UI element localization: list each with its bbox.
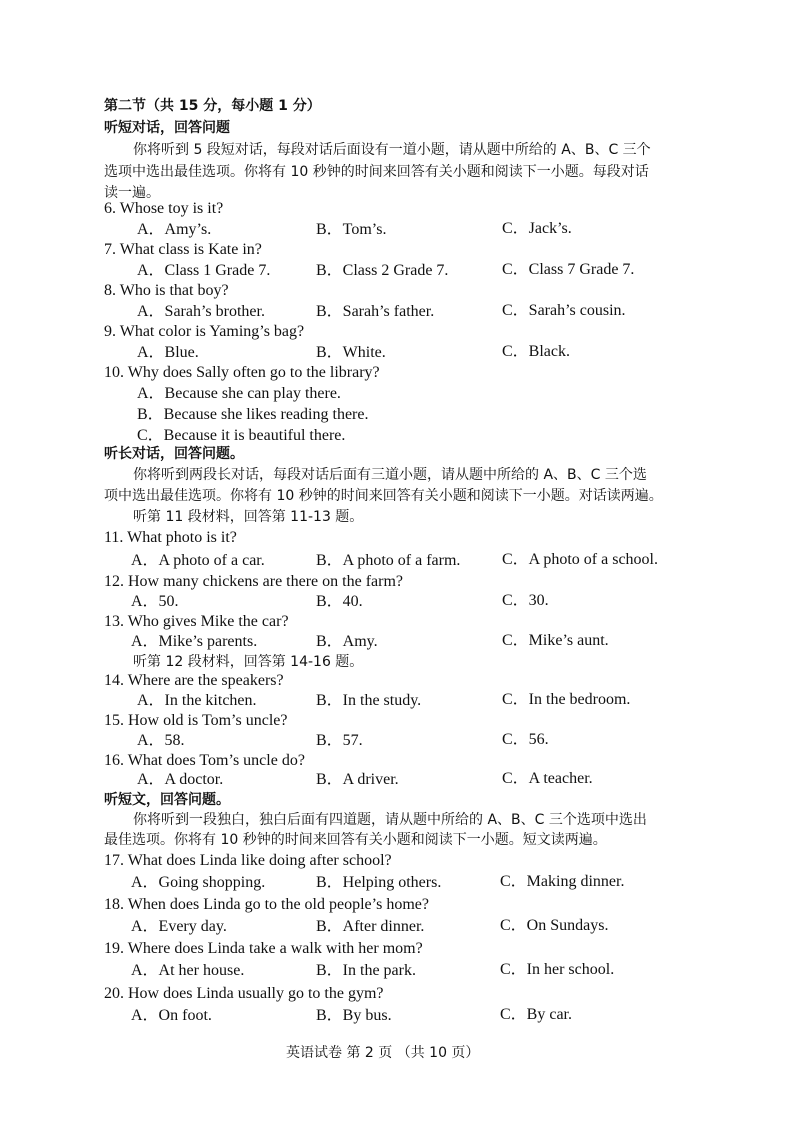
question-12-option-c[interactable]: C．30. (502, 592, 549, 609)
part2-instruction: 你将听到两段长对话，每段对话后面有三道小题，请从题中所给的 A、B、C 三个选 (133, 467, 647, 483)
question-11-option-b[interactable]: B．A photo of a farm. (316, 552, 461, 569)
part1-instruction: 你将听到 5 段短对话，每段对话后面设有一道小题，请从题中所给的 A、B、C 三个 (133, 142, 651, 158)
question-14-option-a[interactable]: A．In the kitchen. (137, 692, 257, 709)
question-6-option-c[interactable]: C．Jack’s. (502, 220, 572, 237)
question-18-option-b[interactable]: B．After dinner. (316, 918, 425, 935)
question-20-option-a[interactable]: A．On foot. (131, 1007, 212, 1024)
question-11-stem: 11. What photo is it? (104, 529, 237, 546)
question-18-stem: 18. When does Linda go to the old people’s home? (104, 896, 429, 913)
question-15-option-c[interactable]: C．56. (502, 731, 549, 748)
question-6-option-b[interactable]: B．Tom’s. (316, 221, 387, 238)
question-6-option-a[interactable]: A．Amy’s. (137, 221, 212, 238)
question-15-option-a[interactable]: A．58. (137, 732, 185, 749)
part1-heading: 听短对话，回答问题 (104, 120, 230, 136)
question-16-option-a[interactable]: A．A doctor. (137, 771, 224, 788)
part3-instruction: 最佳选项。你将有 10 秒钟的时间来回答有关小题和阅读下一小题。短文读两遍。 (104, 832, 607, 848)
question-9-option-b[interactable]: B．White. (316, 344, 386, 361)
part1-instruction: 选项中选出最佳选项。你将有 10 秒钟的时间来回答有关小题和阅读下一小题。每段对话 (104, 164, 649, 180)
question-16-option-c[interactable]: C．A teacher. (502, 770, 593, 787)
question-19-option-a[interactable]: A．At her house. (131, 962, 245, 979)
question-18-option-a[interactable]: A．Every day. (131, 918, 227, 935)
part2-instruction: 项中选出最佳选项。你将有 10 秒钟的时间来回答有关小题和阅读下一小题。对话读两遍。 (104, 488, 663, 504)
question-17-option-a[interactable]: A．Going shopping. (131, 874, 266, 891)
question-13-stem: 13. Who gives Mike the car? (104, 613, 289, 630)
question-12-option-b[interactable]: B．40. (316, 593, 363, 610)
question-20-stem: 20. How does Linda usually go to the gym? (104, 985, 384, 1002)
question-17-option-c[interactable]: C．Making dinner. (500, 873, 625, 890)
question-8-option-b[interactable]: B．Sarah’s father. (316, 303, 435, 320)
question-13-option-a[interactable]: A．Mike’s parents. (131, 633, 258, 650)
question-16-stem: 16. What does Tom’s uncle do? (104, 752, 305, 769)
part2-heading: 听长对话，回答问题。 (104, 446, 244, 462)
question-11-option-c[interactable]: C．A photo of a school. (502, 551, 658, 568)
question-19-option-b[interactable]: B．In the park. (316, 962, 416, 979)
question-10-option-b[interactable]: B．Because she likes reading there. (137, 406, 369, 423)
question-13-option-c[interactable]: C．Mike’s aunt. (502, 632, 609, 649)
question-20-option-c[interactable]: C．By car. (500, 1006, 572, 1023)
question-7-option-c[interactable]: C．Class 7 Grade 7. (502, 261, 635, 278)
question-13-option-b[interactable]: B．Amy. (316, 633, 378, 650)
question-14-option-c[interactable]: C．In the bedroom. (502, 691, 631, 708)
material-11-note: 听第 11 段材料，回答第 11-13 题。 (133, 509, 364, 525)
question-7-stem: 7. What class is Kate in? (104, 241, 262, 258)
question-17-stem: 17. What does Linda like doing after school? (104, 852, 392, 869)
question-19-option-c[interactable]: C．In her school. (500, 961, 615, 978)
question-10-option-c[interactable]: C．Because it is beautiful there. (137, 427, 346, 444)
question-8-option-c[interactable]: C．Sarah’s cousin. (502, 302, 626, 319)
question-18-option-c[interactable]: C．On Sundays. (500, 917, 609, 934)
question-9-option-a[interactable]: A．Blue. (137, 344, 199, 361)
question-15-stem: 15. How old is Tom’s uncle? (104, 712, 288, 729)
question-12-option-a[interactable]: A．50. (131, 593, 179, 610)
question-14-stem: 14. Where are the speakers? (104, 672, 284, 689)
question-11-option-a[interactable]: A．A photo of a car. (131, 552, 265, 569)
section-title: 第二节（共 15 分，每小题 1 分） (104, 98, 321, 114)
question-12-stem: 12. How many chickens are there on the farm? (104, 573, 403, 590)
question-7-option-a[interactable]: A．Class 1 Grade 7. (137, 262, 271, 279)
part1-instruction: 读一遍。 (104, 185, 160, 201)
question-10-option-a[interactable]: A．Because she can play there. (137, 385, 341, 402)
question-9-option-c[interactable]: C．Black. (502, 343, 570, 360)
question-16-option-b[interactable]: B．A driver. (316, 771, 399, 788)
question-6-stem: 6. Whose toy is it? (104, 200, 224, 217)
question-10-stem: 10. Why does Sally often go to the library? (104, 364, 380, 381)
material-12-note: 听第 12 段材料，回答第 14-16 题。 (133, 654, 364, 670)
question-15-option-b[interactable]: B．57. (316, 732, 363, 749)
question-7-option-b[interactable]: B．Class 2 Grade 7. (316, 262, 449, 279)
part3-heading: 听短文，回答问题。 (104, 792, 230, 808)
question-9-stem: 9. What color is Yaming’s bag? (104, 323, 305, 340)
page-footer: 英语试卷 第 2 页 （共 10 页） (286, 1045, 480, 1061)
question-19-stem: 19. Where does Linda take a walk with her mom? (104, 940, 423, 957)
question-20-option-b[interactable]: B．By bus. (316, 1007, 392, 1024)
question-14-option-b[interactable]: B．In the study. (316, 692, 422, 709)
question-8-stem: 8. Who is that boy? (104, 282, 229, 299)
question-17-option-b[interactable]: B．Helping others. (316, 874, 442, 891)
question-8-option-a[interactable]: A．Sarah’s brother. (137, 303, 265, 320)
part3-instruction: 你将听到一段独白，独白后面有四道题，请从题中所给的 A、B、C 三个选项中选出 (133, 812, 647, 828)
